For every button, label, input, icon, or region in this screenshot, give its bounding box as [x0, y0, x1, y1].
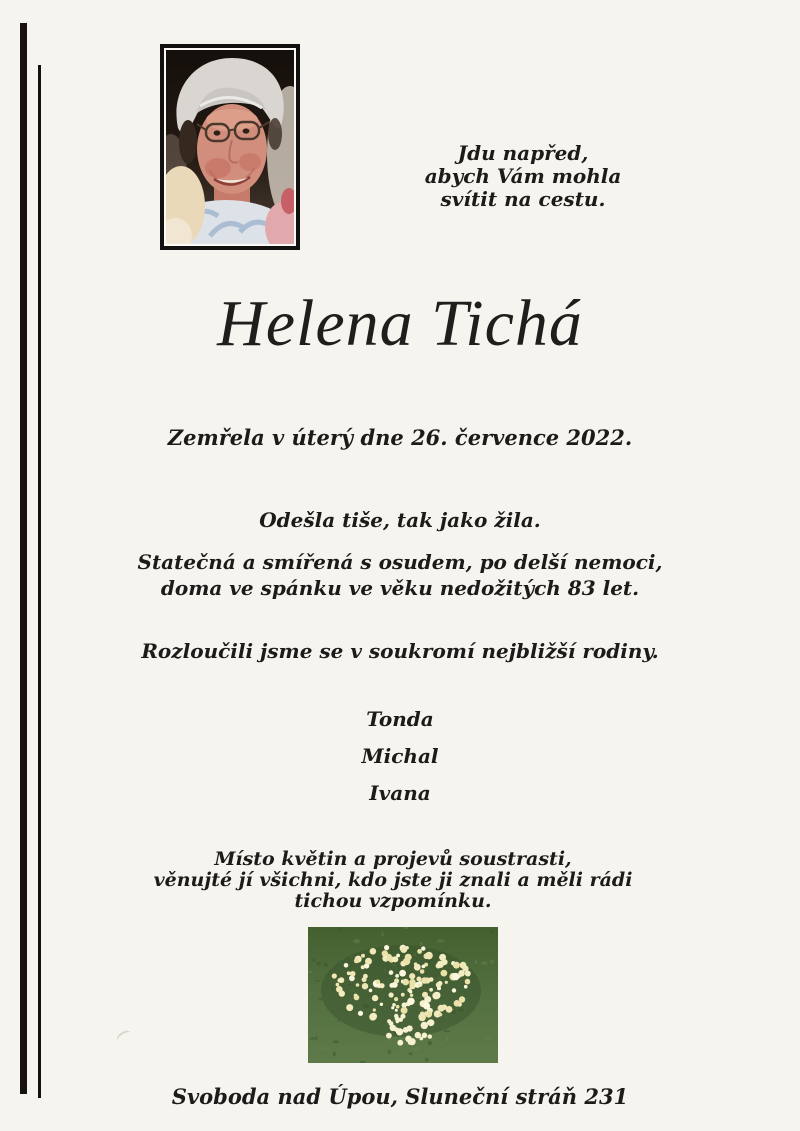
mourners-list [0, 709, 800, 820]
closing-line-1: Místo květin a projevů soustrasti, [214, 848, 572, 870]
closing-line-2: věnujté jí všichni, kdo jste ji znali a měli rádi [153, 869, 633, 891]
closing-request-paragraph [0, 849, 786, 912]
motto-line-1: Jdu napřed, [457, 141, 589, 165]
illness-paragraph [0, 549, 800, 601]
deceased-name-title: Helena Tichá [217, 287, 583, 360]
address-line: Svoboda nad Úpou, Sluneční stráň 231 [171, 1084, 629, 1109]
private-farewell-line: Rozloučili jsme se v soukromí nejbližší rodiny. [141, 639, 659, 663]
portrait-photo-frame [160, 44, 300, 250]
motto-line-2: abych Vám mohla [424, 164, 622, 188]
closing-line-3: tichou vzpomínku. [294, 890, 492, 912]
illness-paragraph-line-1: Statečná a smířená s osudem, po delší nemoci, [137, 550, 663, 574]
farewell-line: Odešla tiše, tak jako žila. [259, 508, 541, 532]
flowers-photo [308, 927, 498, 1063]
portrait-photo [166, 50, 294, 244]
scan-artifact [114, 1029, 133, 1046]
mourner-name-1: Tonda [366, 707, 434, 731]
mourner-name-2: Michal [361, 744, 439, 768]
illness-paragraph-line-2: doma ve spánku ve věku nedožitých 83 let. [160, 576, 640, 600]
mourner-name-3: Ivana [369, 781, 431, 805]
motto-verse [413, 142, 633, 211]
motto-line-3: svítit na cestu. [440, 187, 606, 211]
death-date-line: Zemřela v úterý dne 26. července 2022. [167, 425, 633, 450]
